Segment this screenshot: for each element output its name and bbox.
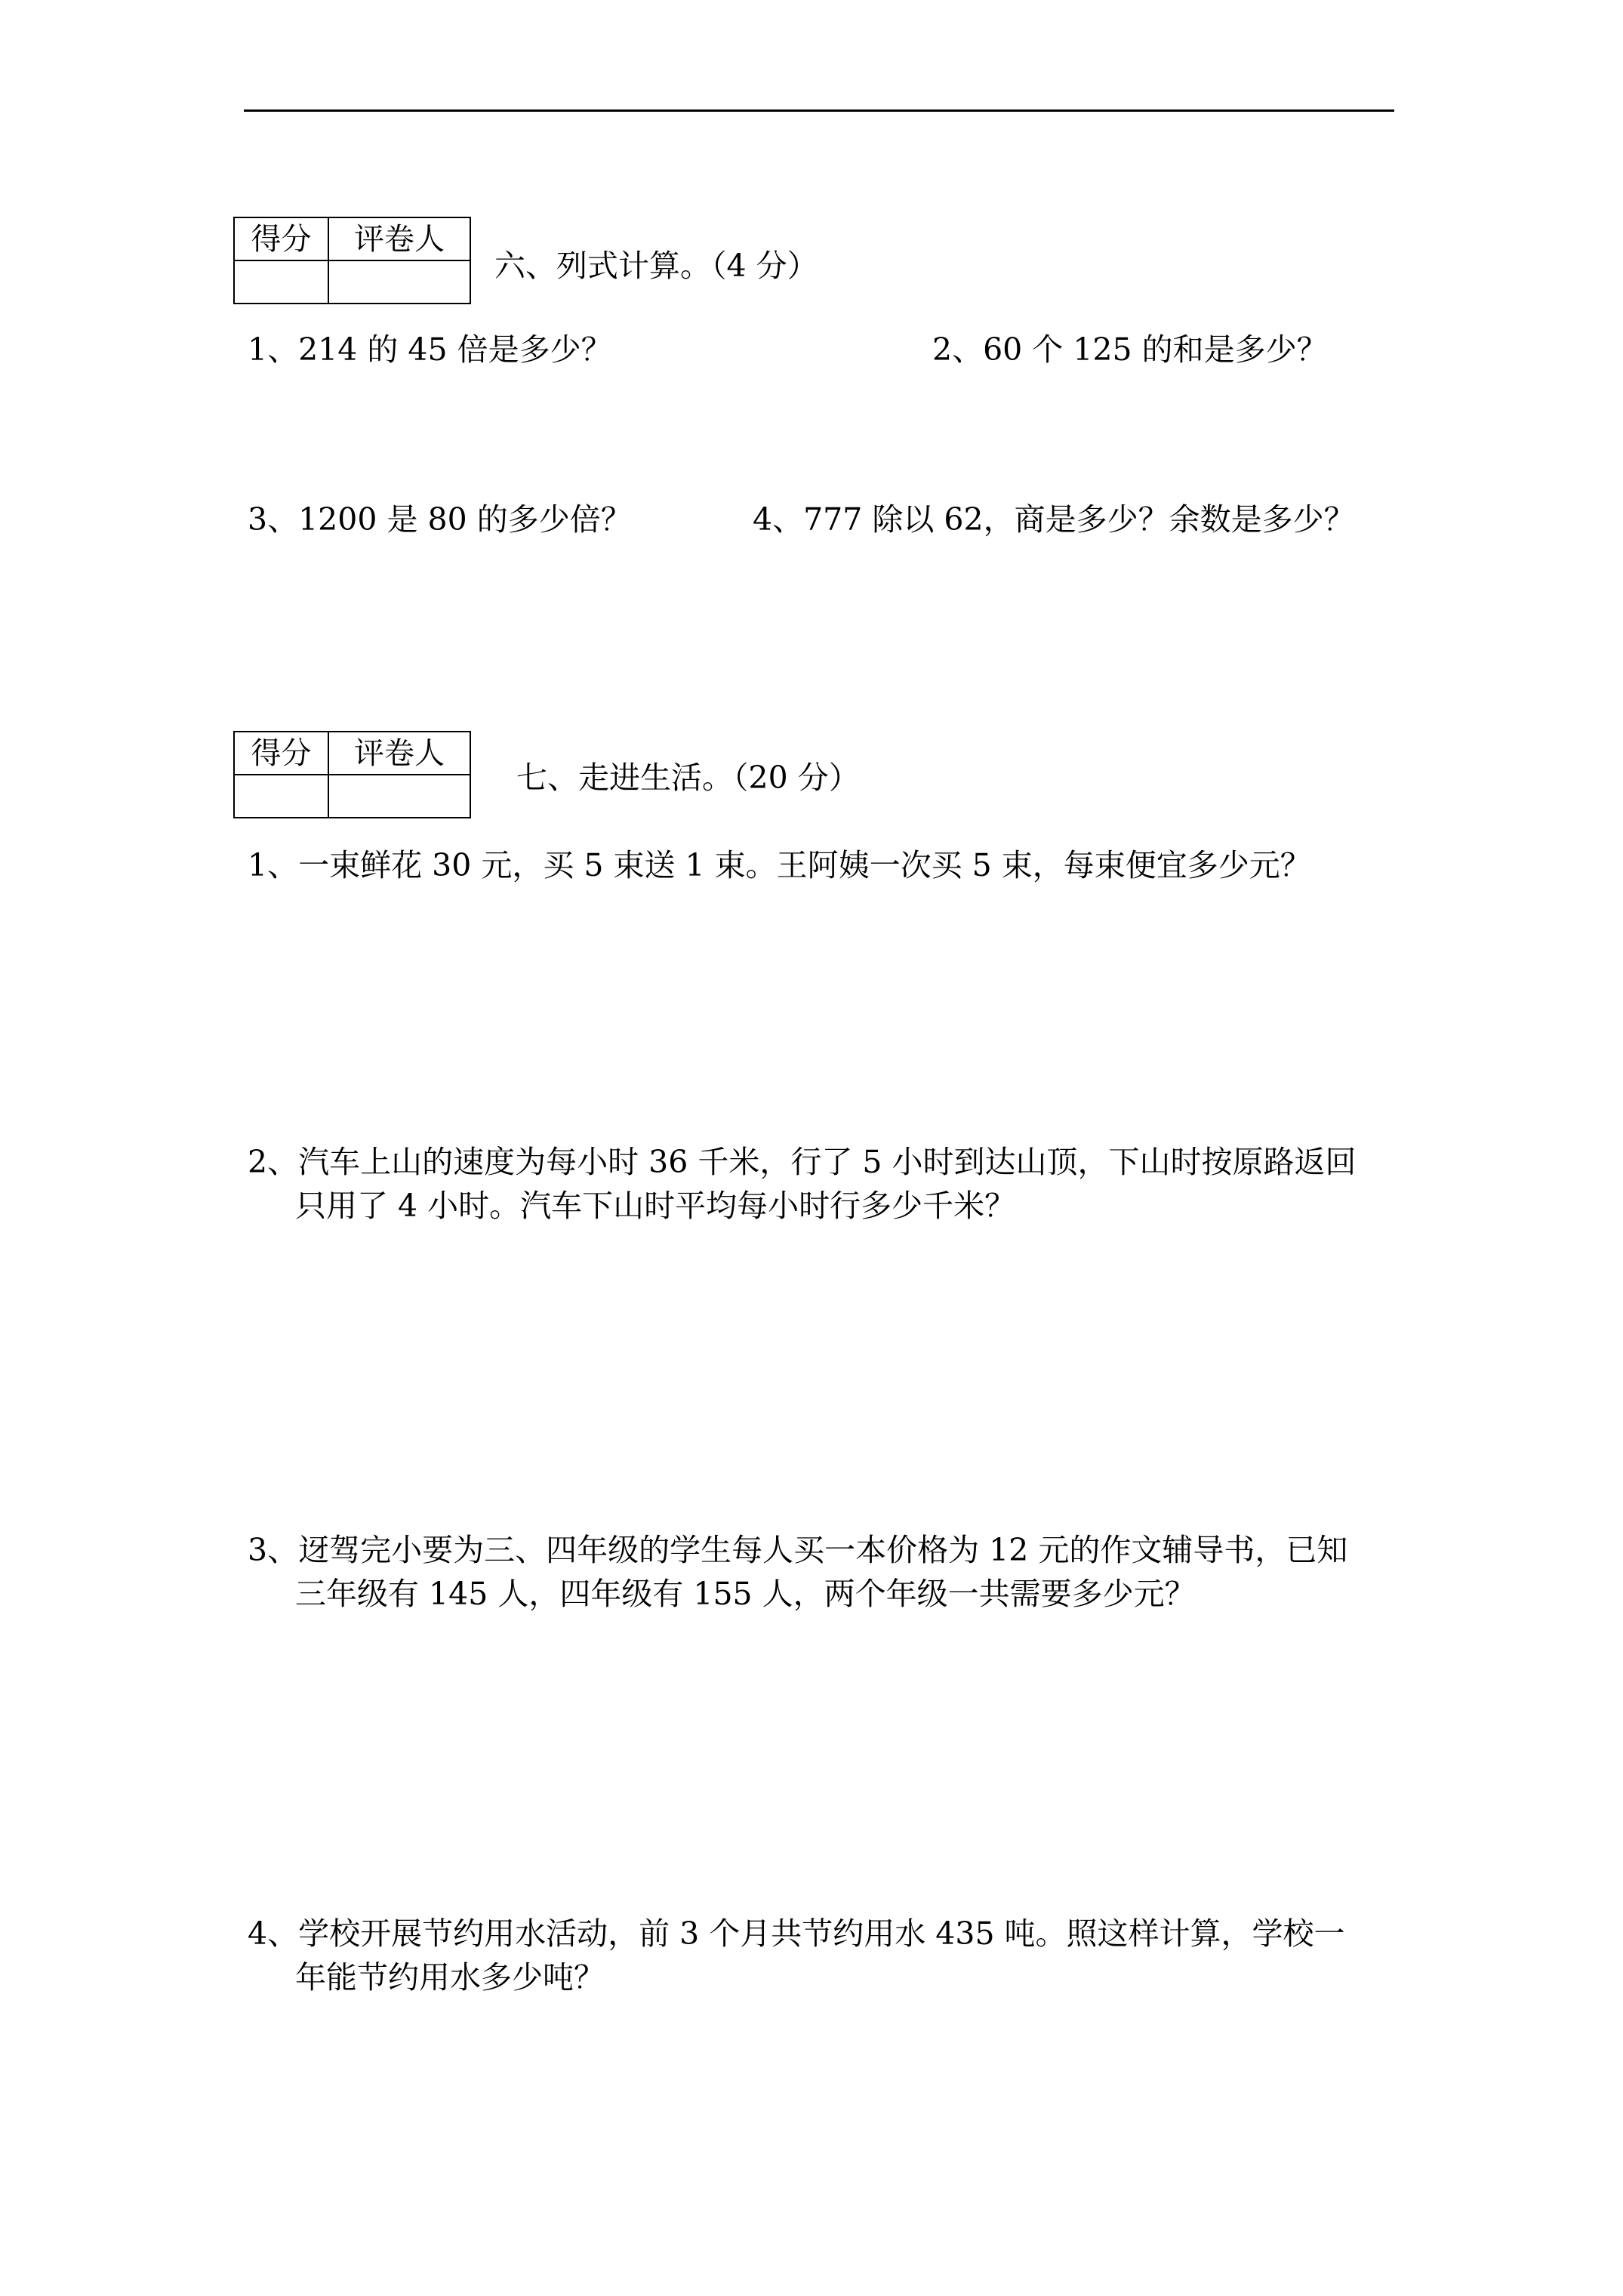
- question-item: 4、777 除以 62，商是多少？余数是多少？: [753, 501, 1355, 538]
- question-line: 只用了 4 小时。汽车下山时平均每小时行多少千米？: [295, 1188, 1016, 1224]
- question-line: 1、一束鲜花 30 元，买 5 束送 1 束。王阿姨一次买 5 束，每束便宜多少元？: [248, 847, 1311, 883]
- score-label: 得分: [234, 732, 328, 775]
- question-line: 3、迓驾完小要为三、四年级的学生每人买一本价格为 12 元的作文辅导书，已知: [248, 1532, 1348, 1568]
- question-item: [248, 843, 1311, 887]
- question-item: [248, 1140, 1356, 1228]
- grader-label: 评卷人: [328, 217, 470, 260]
- question-item: [248, 1912, 1345, 1999]
- score-label: 得分: [234, 217, 328, 260]
- question-line: 年能节约用水多少吨？: [295, 1959, 605, 1996]
- question-line: 三年级有 145 人，四年级有 155 人，两个年级一共需要多少元？: [295, 1576, 1196, 1612]
- score-cell: [234, 260, 328, 304]
- grader-label: 评卷人: [328, 732, 470, 775]
- section-heading: 六、列式计算。（4 分）: [494, 248, 818, 284]
- section-heading: 七、走进生活。（20 分）: [516, 760, 860, 796]
- question-line: 4、学校开展节约用水活动，前 3 个月共节约用水 435 吨。照这样计算，学校一: [248, 1915, 1345, 1952]
- header-rule: [244, 109, 1394, 112]
- score-cell: [234, 775, 328, 818]
- question-item: 3、1200 是 80 的多少倍？: [248, 501, 632, 538]
- question-line: 2、汽车上山的速度为每小时 36 千米，行了 5 小时到达山顶，下山时按原路返回: [248, 1144, 1357, 1180]
- grader-cell: [328, 260, 470, 304]
- question-item: [248, 1528, 1347, 1616]
- question-item: 1、214 的 45 倍是多少？: [248, 331, 612, 368]
- score-table: [233, 217, 471, 304]
- question-item: 2、60 个 125 的和是多少？: [932, 331, 1328, 368]
- grader-cell: [328, 775, 470, 818]
- score-table: [233, 731, 471, 818]
